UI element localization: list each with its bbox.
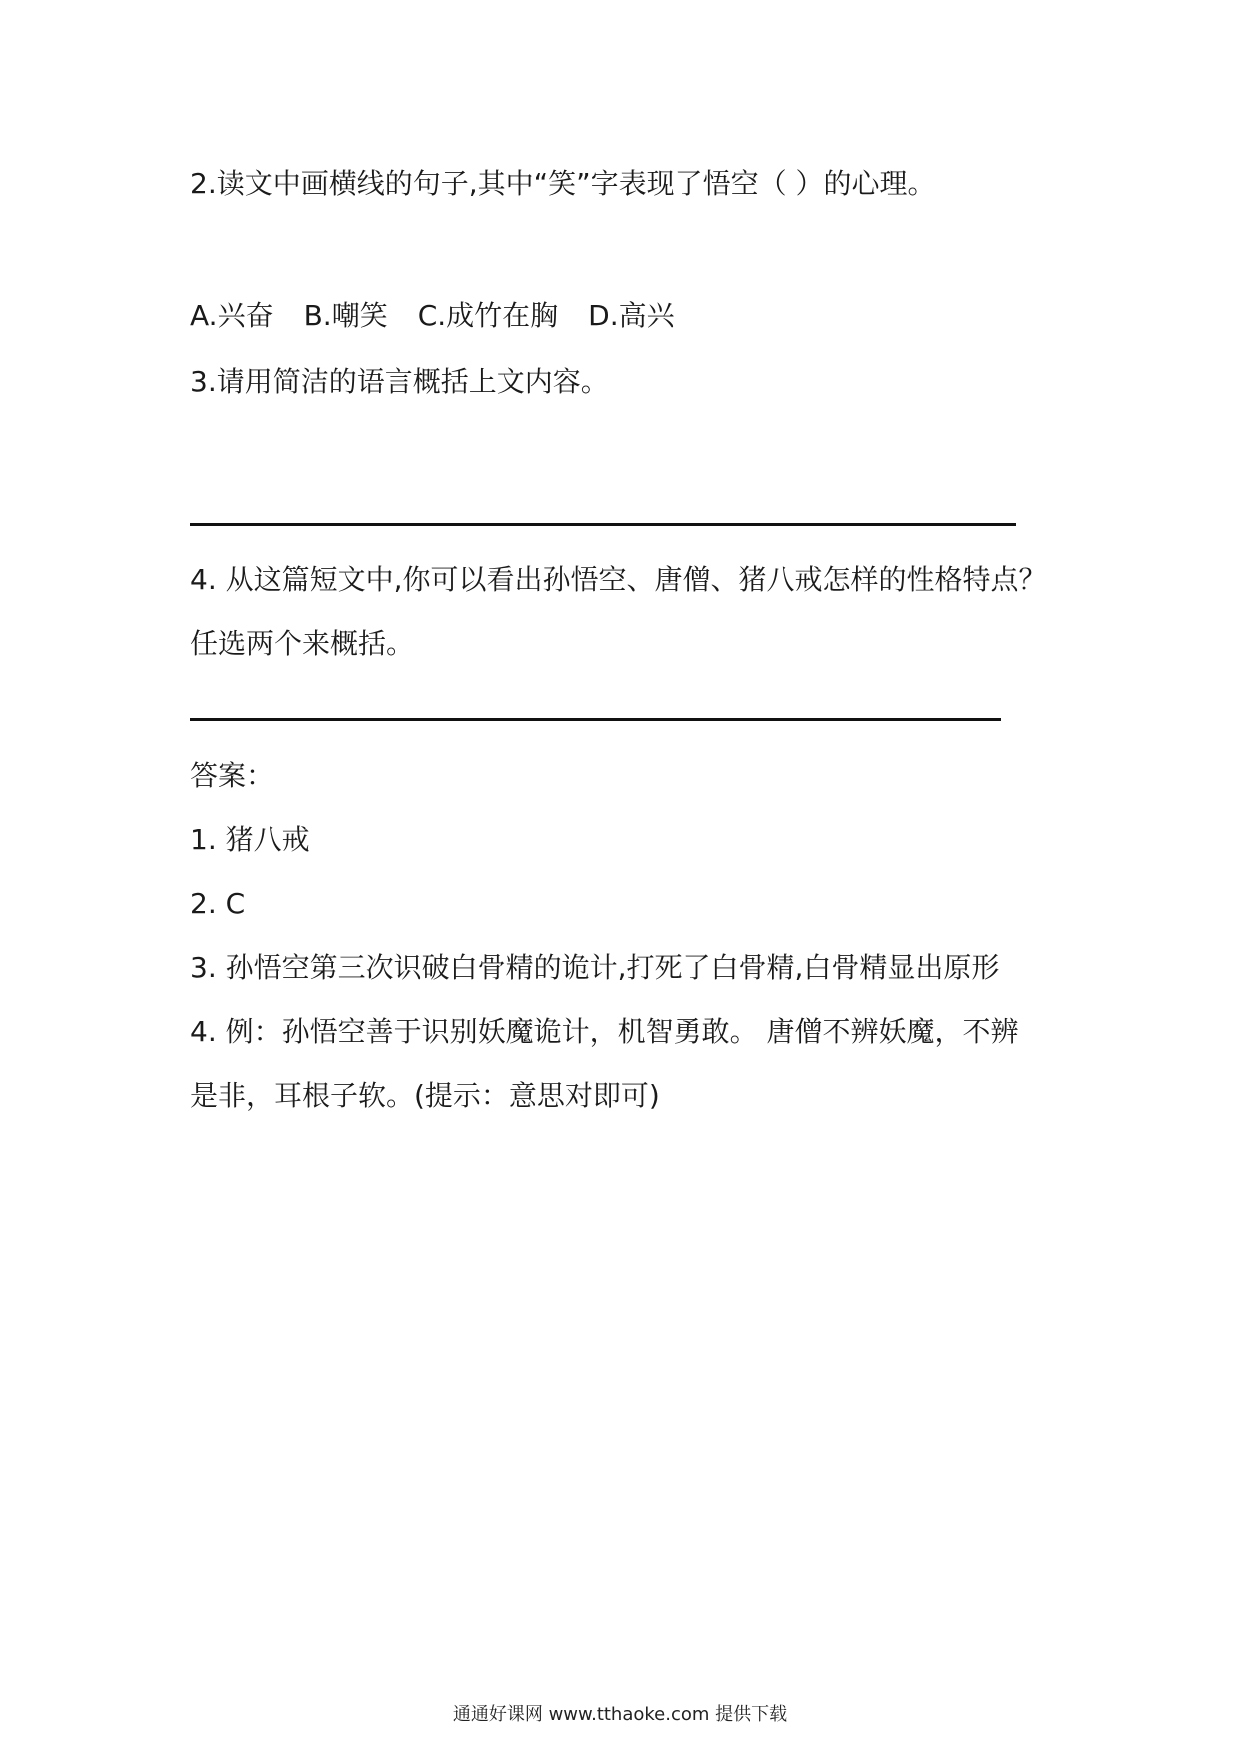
option-d: D.高兴 [588, 299, 675, 332]
answer-1: 1. 猪八戒 [190, 823, 310, 856]
page-footer: 通通好课网 www.tthaoke.com 提供下载 [452, 1704, 788, 1725]
answer-line-1 [190, 523, 1016, 526]
answers-heading: 答案： [190, 759, 275, 792]
answer-4-line-1: 4. 例：孙悟空善于识别妖魔诡计，机智勇敢。 唐僧不辨妖魔，不辨 [190, 1015, 1019, 1048]
answer-4-line-2: 是非，耳根子软。(提示：意思对即可) [190, 1079, 660, 1112]
question-2-options [190, 298, 675, 334]
question-4-line-2: 任选两个来概括。 [190, 627, 415, 660]
answer-line-2 [190, 718, 1001, 721]
option-b: B.嘲笑 [303, 299, 388, 332]
option-a: A.兴奋 [190, 299, 274, 332]
question-2-text: 2.读文中画横线的句子,其中“笑”字表现了悟空（ ）的心理。 [190, 167, 936, 200]
answer-3: 3. 孙悟空第三次识破白骨精的诡计,打死了白骨精,白骨精显出原形 [190, 951, 1000, 984]
option-c: C.成竹在胸 [417, 299, 559, 332]
answer-2: 2. C [190, 887, 246, 920]
question-4-line-1: 4. 从这篇短文中,你可以看出孙悟空、唐僧、猪八戒怎样的性格特点？ [190, 563, 1047, 596]
question-3-text: 3.请用简洁的语言概括上文内容。 [190, 365, 609, 398]
